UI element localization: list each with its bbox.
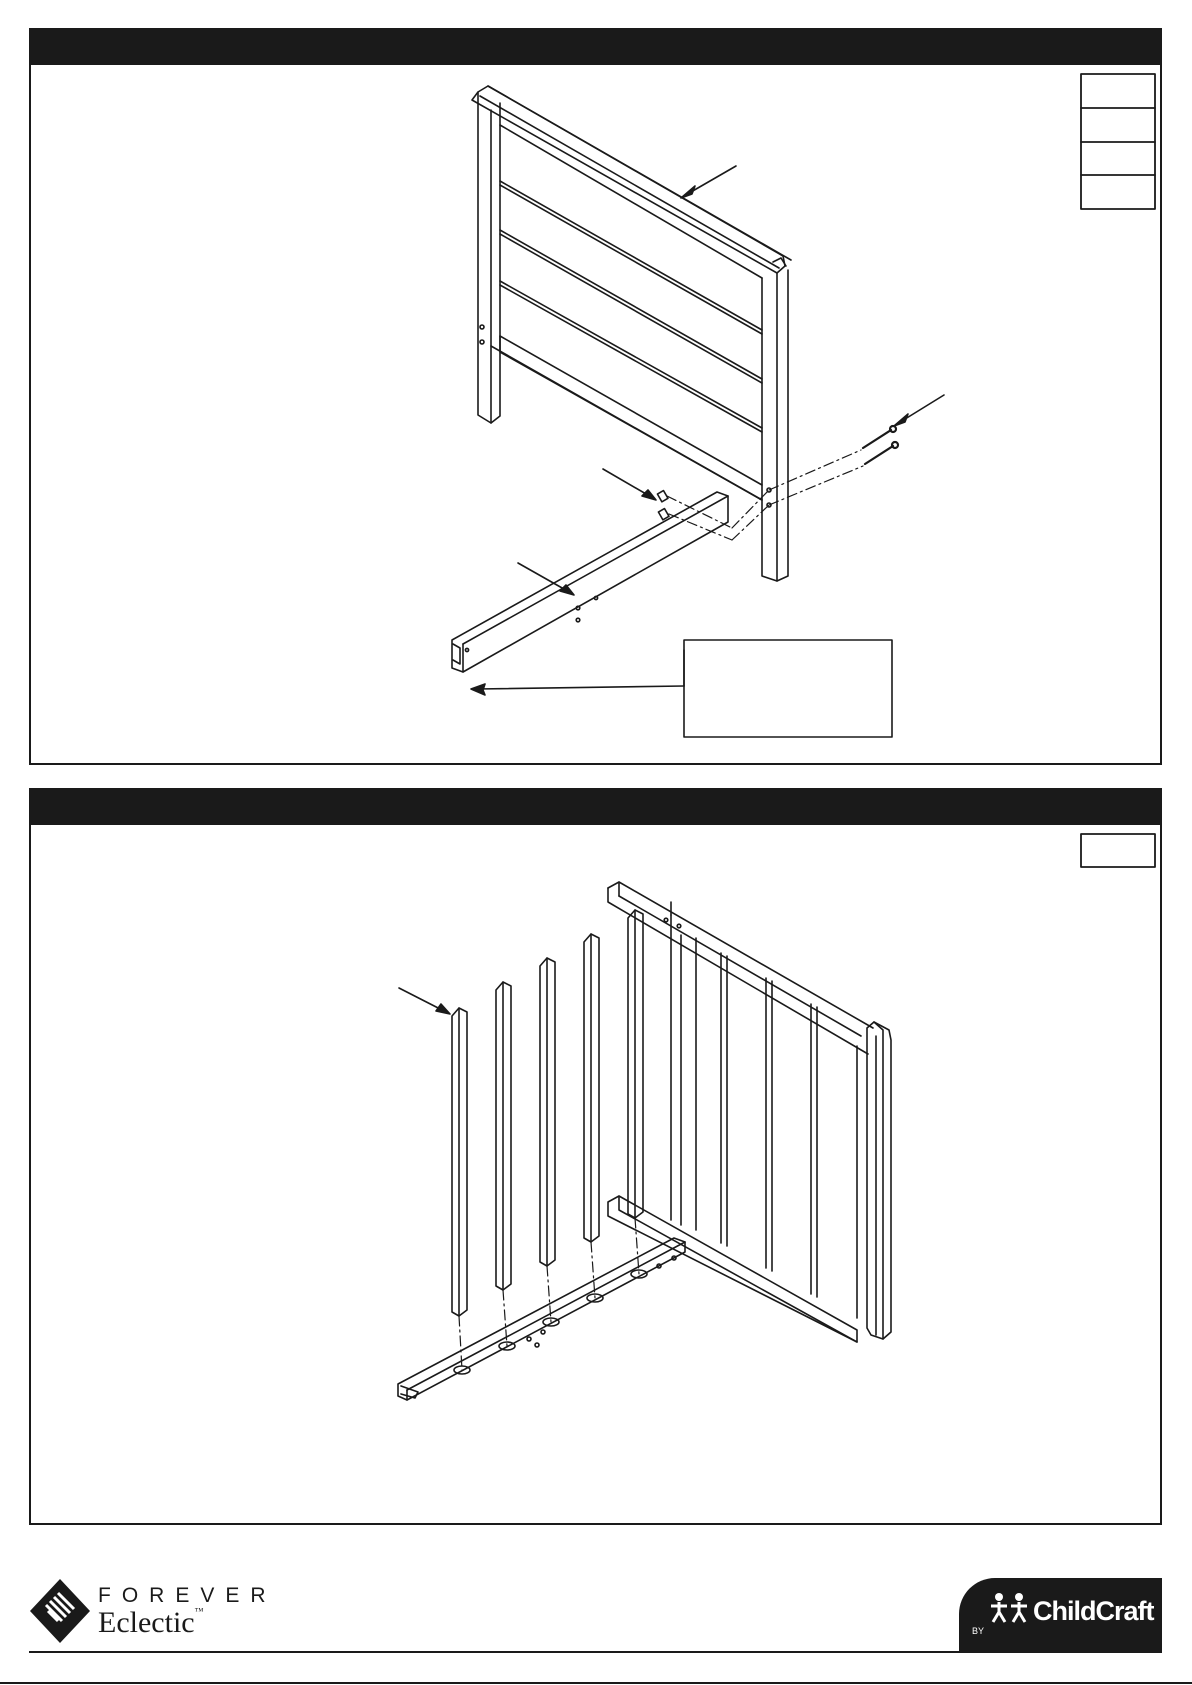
slat-5	[628, 910, 643, 1218]
brand-line-eclectic	[98, 1606, 203, 1640]
barrel-nuts	[657, 491, 669, 520]
bolts	[863, 426, 898, 464]
slat-4	[584, 934, 599, 1242]
diamond-logo-icon	[28, 1577, 92, 1645]
brand-line-forever: FOREVER	[98, 1584, 277, 1607]
childcraft-figures-icon	[989, 1592, 1031, 1624]
childcraft-wordmark: ChildCraft	[1033, 1596, 1154, 1626]
side-rail-drawing	[452, 492, 728, 672]
slat-1	[452, 1008, 467, 1316]
note-box	[684, 640, 892, 737]
footboard-frame-drawing	[398, 882, 891, 1400]
page-bottom-rule	[0, 1682, 1192, 1684]
step-1-illustration	[31, 30, 1164, 767]
childcraft-badge	[959, 1578, 1162, 1652]
parts-count-table	[1081, 74, 1155, 209]
parts-count-box	[1081, 834, 1155, 867]
step-panel-1	[29, 28, 1162, 765]
maker-by-label: BY	[972, 1626, 985, 1636]
footer-divider	[29, 1651, 1162, 1653]
step-2-illustration	[31, 790, 1164, 1527]
slats-drawing	[452, 910, 643, 1316]
step-panel-2	[29, 788, 1162, 1525]
slat-2	[496, 982, 511, 1290]
trademark-mark: ™	[194, 1606, 204, 1616]
slat-callout-arrow	[399, 988, 450, 1014]
slat-3	[540, 958, 555, 1266]
brand-eclectic-text: Eclectic	[98, 1606, 195, 1639]
headboard-drawing	[472, 86, 791, 581]
